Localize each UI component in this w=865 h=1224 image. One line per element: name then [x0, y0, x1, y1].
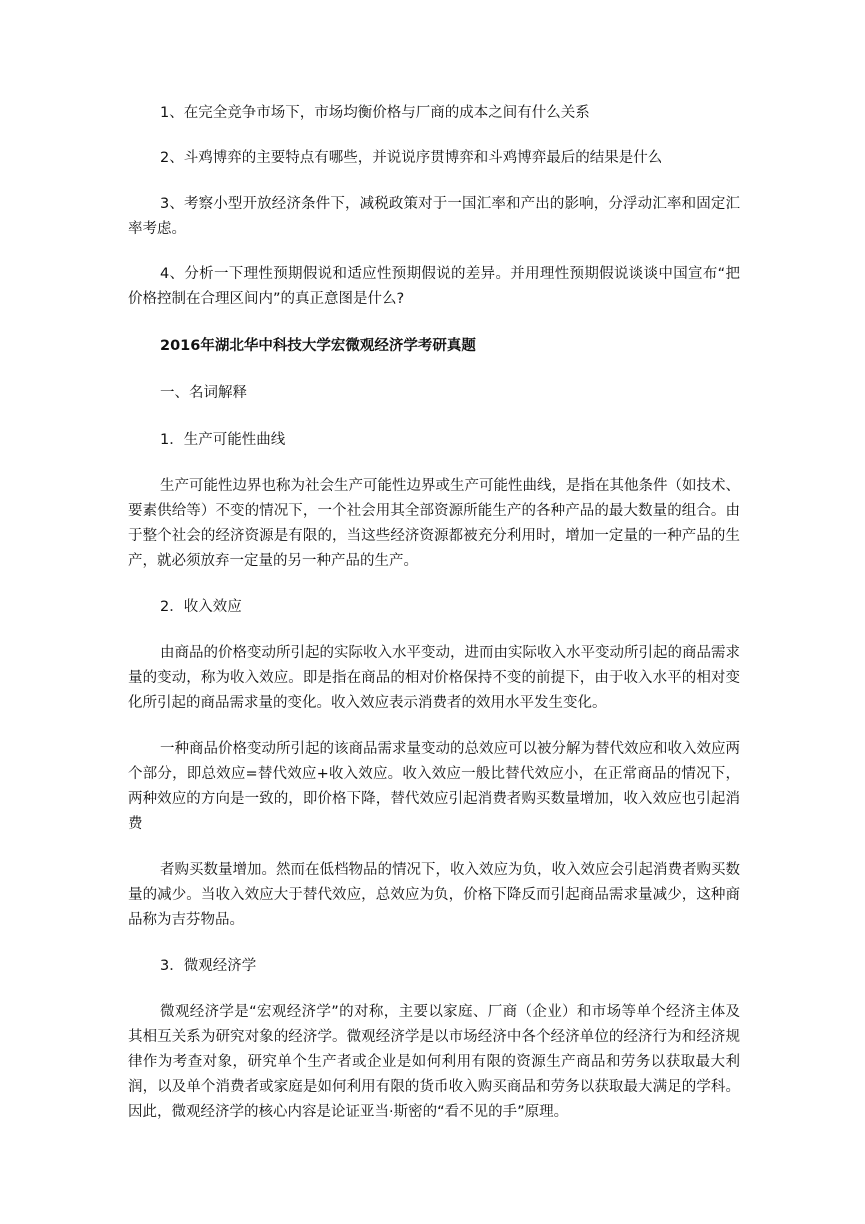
term-2-paragraph-3: 者购买数量增加。然而在低档物品的情况下，收入效应为负，收入效应会引起消费者购买数量的减少。当收入效应大于替代效应，总效应为负，价格下降反而引起商品需求量减少，这种商品称为吉芬物品。	[128, 862, 740, 928]
term-heading-2: 2．收入效应	[160, 599, 242, 615]
term-3-paragraph-1: 微观经济学是“宏观经济学”的对称，主要以家庭、厂商（企业）和市场等单个经济主体及其相互关系为研究对象的经济学。微观经济学是以市场经济中各个经济单位的经济行为和经济规律作为考查对象，研究单个生产者或企业是如何利用有限的资源生产商品和劳务以获取最大利润，以及单个消费者或家庭是如何利用有限的货币收入购买商品和劳务以获取最大满足的学科。因此，微观经济学的核心内容是论证亚当·斯密的“看不见的手”原理。	[128, 1004, 740, 1120]
document-body	[128, 101, 740, 1146]
term-2-paragraph-1: 由商品的价格变动所引起的实际收入水平变动，进而由实际收入水平变动所引起的商品需求量的变动，称为收入效应。即是指在商品的相对价格保持不变的前提下，由于收入水平的相对变化所引起的商品需求量的变化。收入效应表示消费者的效用水平发生变化。	[128, 645, 740, 711]
question-4: 4、分析一下理性预期假说和适应性预期假说的差异。并用理性预期假说谈谈中国宣布“把价格控制在合理区间内”的真正意图是什么?	[128, 266, 740, 307]
term-heading-1: 1．生产可能性曲线	[160, 432, 286, 448]
section-heading: 一、名词解释	[160, 385, 247, 401]
term-1-paragraph-1: 生产可能性边界也称为社会生产可能性边界或生产可能性曲线，是指在其他条件（如技术、要素供给等）不变的情况下，一个社会用其全部资源所能生产的各种产品的最大数量的组合。由于整个社会的经济资源是有限的，当这些经济资源都被充分利用时，增加一定量的一种产品的生产，就必须放弃一定量的另一种产品的生产。	[128, 478, 740, 569]
exam-title: 2016年湖北华中科技大学宏微观经济学考研真题	[160, 338, 476, 354]
question-1: 1、在完全竞争市场下，市场均衡价格与厂商的成本之间有什么关系	[160, 105, 590, 121]
question-2: 2、斗鸡博弈的主要特点有哪些，并说说序贯博弈和斗鸡博弈最后的结果是什么	[160, 150, 663, 166]
term-heading-3: 3．微观经济学	[160, 958, 257, 974]
question-3: 3、考察小型开放经济条件下，减税政策对于一国汇率和产出的影响，分浮动汇率和固定汇率考虑。	[128, 196, 740, 237]
term-2-paragraph-2: 一种商品价格变动所引起的该商品需求量变动的总效应可以被分解为替代效应和收入效应两个部分，即总效应=替代效应+收入效应。收入效应一般比替代效应小，在正常商品的情况下，两种效应的方向是一致的，即价格下降，替代效应引起消费者购买数量增加，收入效应也引起消费	[128, 741, 740, 832]
